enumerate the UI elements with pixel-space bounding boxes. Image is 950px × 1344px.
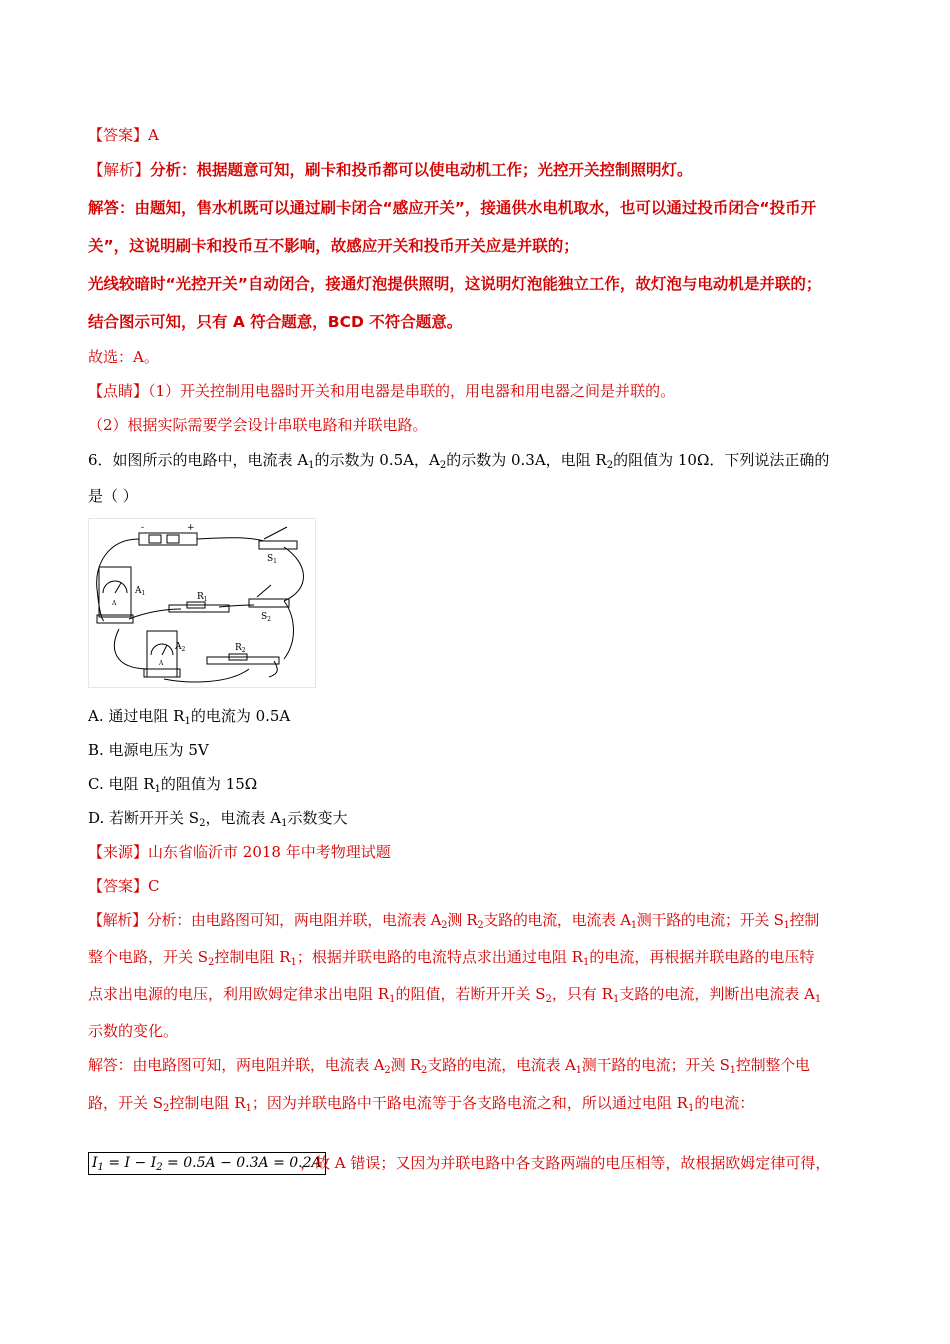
s2-label: $S_2$ [261, 612, 271, 623]
prev-analysis-line-1 [88, 160, 693, 180]
prev-analysis-line-4: 光线较暗时“光控开关”自动闭合，接通灯泡提供照明，这说明灯泡能独立工作，故灯泡与电动机是并联的； [88, 275, 822, 293]
q-text: 的示数为 0.5A，A [314, 451, 440, 469]
opt-text: A. 通过电阻 R [88, 707, 185, 725]
a-text: 的电流，再根据并联电路的电压特 [589, 948, 815, 966]
a-text: 控制电阻 R [214, 948, 291, 966]
a-text: 分析：由电路图可知，两电阻并联，电流表 A [146, 911, 442, 929]
answer-value: C [148, 877, 160, 895]
analysis-text: 分析：根据题意可知，刷卡和投币都可以使电动机工作；光控开关控制照明灯。 [150, 161, 693, 179]
battery-minus-label: - [141, 523, 145, 533]
a-text: 支路的电流，电流表 A [427, 1056, 576, 1074]
a-text: 测 R [447, 911, 478, 929]
a-sub: 1 [575, 1065, 582, 1076]
switch-s1 [259, 541, 297, 549]
source-label: 【来源】 [88, 843, 149, 861]
f-text: = 0.5A − 0.3A = 0.2A [162, 1155, 322, 1171]
a2-label: $A_2$ [175, 642, 186, 653]
wire [197, 538, 264, 541]
f-text: I [92, 1155, 98, 1171]
a-text: 的电流： [694, 1094, 755, 1112]
prev-answer-line [88, 125, 159, 145]
a-text: ；根据并联电路的电流特点求出通过电阻 R [296, 948, 583, 966]
a-sub: 1 [389, 994, 396, 1005]
option-b: B. 电源电压为 5V [88, 741, 209, 759]
q-text: 6．如图所示的电路中，电流表 A [88, 451, 309, 469]
comment-label: 【点睛】 [88, 382, 149, 400]
a-text: 路，开关 S [88, 1094, 164, 1112]
a-text: 控制电阻 R [169, 1094, 246, 1112]
opt-sub: 1 [281, 818, 288, 829]
switch-s2 [249, 599, 289, 607]
comment-text: （1）开关控制用电器时开关和用电器是串联的，用电器和用电器之间是并联的。 [148, 382, 676, 400]
prev-analysis-line-3: 关”，这说明刷卡和投币互不影响，故感应开关和投币开关应是并联的； [88, 237, 579, 255]
a-sub: 1 [290, 957, 297, 968]
a-sub: 2 [477, 920, 484, 931]
q-text: 的示数为 0.3A，电阻 R [446, 451, 607, 469]
f-sub: 2 [156, 1162, 163, 1173]
prev-analysis-line-2: 解答：由题知，售水机既可以通过刷卡闭合“感应开关”，接通供水电机取水，也可以通过投币闭合“投币开 [88, 199, 817, 217]
analysis-line-6 [88, 1093, 754, 1113]
meter-letter: A [159, 660, 164, 667]
a-text: ；因为并联电路中干路电流等于各支路电流之和，所以通过电阻 R [251, 1094, 688, 1112]
option-d [88, 808, 347, 828]
a-text: 支路的电流，电流表 A [483, 911, 631, 929]
q-sub: 2 [606, 460, 614, 471]
a-text: 整个电路，开关 S [88, 948, 209, 966]
a-text: 控制整个电 [735, 1056, 810, 1074]
a-sub: 1 [783, 920, 790, 931]
opt-sub: 1 [154, 784, 161, 795]
wire [114, 629, 149, 669]
meter-letter: A [112, 600, 117, 607]
opt-text: 的阻值为 15Ω [160, 775, 258, 793]
comment-line-2: （2）根据实际需要学会设计串联电路和并联电路。 [88, 416, 428, 434]
a-sub: 2 [421, 1065, 428, 1076]
wire [129, 609, 181, 619]
prev-analysis-line-5: 结合图示可知，只有 A 符合题意，BCD 不符合题意。 [88, 313, 463, 331]
analysis-line-5 [88, 1055, 810, 1075]
a-sub: 1 [582, 957, 590, 968]
a-text: 控制 [789, 911, 820, 929]
opt-text: 的电流为 0.5A [190, 707, 291, 725]
option-a [88, 706, 290, 726]
a-sub: 2 [384, 1065, 391, 1076]
analysis-label: 【解析】 [88, 911, 147, 929]
a-sub: 1 [612, 994, 620, 1005]
prev-analysis-line-6: 故选：A。 [88, 348, 159, 366]
opt-sub: 2 [199, 818, 206, 829]
a-sub: 1 [729, 1065, 736, 1076]
analysis-line-7: ，故 A 错误；又因为并联电路中各支路两端的电压相等，故根据欧姆定律可得， [300, 1154, 831, 1172]
question-line-1 [88, 450, 829, 470]
current-formula [88, 1152, 326, 1175]
a-text: 测 R [390, 1056, 422, 1074]
analysis-line-1 [88, 910, 819, 930]
a-sub: 1 [245, 1103, 252, 1114]
a-sub: 2 [441, 920, 448, 931]
f-sub: 1 [97, 1162, 104, 1173]
a-sub: 2 [545, 994, 552, 1005]
answer-value: A [148, 126, 159, 144]
q-text: 的阻值为 10Ω．下列说法正确的 [613, 451, 830, 469]
wire [97, 539, 139, 621]
a-text: ，只有 R [551, 985, 613, 1003]
option-c [88, 774, 257, 794]
opt-text: C. 电阻 R [88, 775, 155, 793]
a-sub: 2 [208, 957, 215, 968]
a-text: 测干路的电流；开关 S [581, 1056, 730, 1074]
answer-line [88, 876, 160, 896]
opt-sub: 1 [184, 716, 191, 727]
q-sub: 2 [439, 460, 447, 471]
answer-label: 【答案】 [88, 877, 149, 895]
a-sub: 1 [814, 994, 822, 1005]
circuit-diagram [89, 519, 315, 687]
a-sub: 1 [630, 920, 637, 931]
analysis-line-2 [88, 947, 814, 967]
r1-label: $R_1$ [197, 592, 208, 603]
a-text: 测干路的电流；开关 S [636, 911, 784, 929]
wire [269, 661, 277, 677]
wire [284, 547, 304, 601]
a-text: 解答：由电路图可知，两电阻并联，电流表 A [88, 1056, 385, 1074]
analysis-line-3 [88, 984, 821, 1004]
s1-label: $S_1$ [267, 554, 277, 565]
comment-line-1 [88, 381, 675, 401]
analysis-label: 【解析】 [88, 161, 151, 179]
opt-text: 示数变大 [287, 809, 348, 827]
ammeter-a1 [99, 567, 131, 617]
source-value: 山东省临沂市 2018 年中考物理试题 [148, 843, 391, 861]
opt-text: D. 若断开开关 S [88, 809, 200, 827]
question-line-2: 是（ ） [88, 487, 138, 505]
analysis-line-4: 示数的变化。 [88, 1022, 179, 1040]
q-sub: 1 [308, 460, 315, 471]
a-text: 点求出电源的电压，利用欧姆定律求出电阻 R [88, 985, 390, 1003]
a-sub: 2 [163, 1103, 170, 1114]
opt-text: ，电流表 A [205, 809, 282, 827]
battery-plus-label: + [187, 523, 195, 533]
r2-label: $R_2$ [235, 643, 246, 654]
a-text: 支路的电流，判断出电流表 A [619, 985, 815, 1003]
f-text: = I − I [103, 1155, 157, 1171]
answer-label: 【答案】 [88, 126, 149, 144]
source-line [88, 842, 391, 862]
a1-label: $A_1$ [135, 586, 146, 597]
a-sub: 1 [687, 1103, 695, 1114]
circuit-figure [88, 518, 316, 688]
wire [284, 601, 293, 659]
a-text: 的阻值，若断开开关 S [395, 985, 546, 1003]
